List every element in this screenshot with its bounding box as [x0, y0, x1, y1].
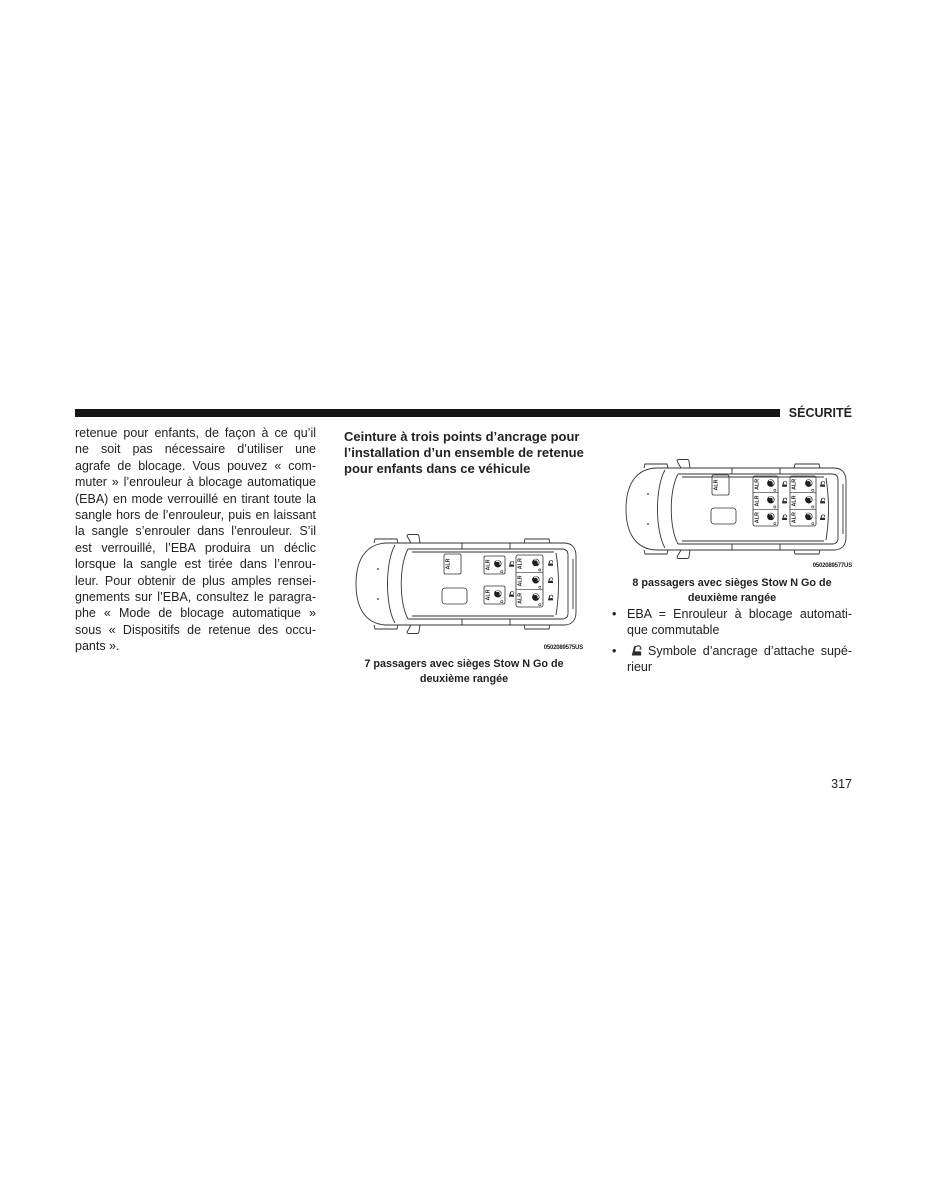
tether-hook [822, 515, 825, 517]
alr-label: ALR [754, 512, 761, 524]
windshield [401, 549, 408, 619]
tether-anchor-icon [820, 515, 825, 520]
tether-anchor-icon [820, 481, 825, 486]
text-line: (EBA) en mode verrouillé en tirant toute la [75, 491, 316, 506]
tether-seat-shape [632, 646, 641, 655]
wheel-front-bottom [374, 625, 398, 629]
bullet-line: rieur [627, 660, 653, 674]
text-line: muter » l’enrouleur à blocage automatique [75, 475, 316, 490]
tether-anchor-icon [548, 578, 553, 583]
front-passenger-seat [444, 554, 461, 574]
wheel-rear-top [524, 539, 550, 543]
tether-hook [550, 578, 553, 580]
tether-anchor-icon [509, 591, 514, 596]
alr-label: ALR [791, 478, 798, 490]
third-row-seat-3 [790, 509, 825, 524]
tether-seat-shape [820, 482, 825, 487]
alr-label: ALR [754, 478, 761, 490]
body-text-column [75, 425, 316, 654]
vehicle-diagram-8-passenger [620, 453, 850, 565]
alr-label: ALR [791, 512, 798, 524]
bullet-line: EBA = Enrouleur à blocage automati- [627, 606, 852, 621]
text-line: la sangle s’enrouler dans l’enrouleur. S’il [75, 524, 316, 539]
bullet-line [627, 643, 852, 660]
driver-seat [711, 508, 736, 524]
tether-hook [784, 515, 787, 517]
mirror-top [407, 535, 420, 544]
heading-line: Ceinture à trois points d’ancrage pour [344, 429, 580, 444]
tether-hook [822, 481, 825, 483]
windshield [671, 474, 678, 544]
lower-anchor-icon [812, 506, 814, 508]
tether-anchor-icon [820, 498, 825, 503]
hood-dot [647, 493, 649, 495]
tether-seat-shape [820, 498, 825, 503]
tether-hook [511, 561, 514, 563]
tether-hook [636, 645, 641, 649]
lower-anchor-icon [774, 506, 776, 508]
figure-caption [612, 576, 852, 606]
third-row-seat-2 [516, 572, 553, 588]
tether-seat-shape [548, 595, 553, 600]
heading-line: l’installation d’un ensemble de retenue [344, 445, 584, 460]
caption-line: deuxième rangée [419, 672, 509, 685]
text-line: sangle hors de l’enrouleur, puis en laissant [75, 507, 316, 522]
tether-hook [822, 498, 825, 500]
tether-anchor-icon [782, 515, 787, 520]
text-line: gnements sur l’EBA, consultez le paragra- [75, 589, 316, 604]
text-line: lorsque la sangle est tirée dans l’enrou- [75, 557, 316, 572]
alr-label: ALR [517, 592, 524, 604]
third-row-seat-1 [792, 479, 825, 492]
wheel-front-bottom [644, 550, 668, 554]
tether-seat-shape [548, 561, 553, 566]
tether-hook [550, 560, 553, 562]
section-title: SÉCURITÉ [788, 406, 852, 420]
tether-seat-shape [509, 562, 514, 567]
bullet-item [612, 606, 852, 639]
lower-anchor-icon [774, 489, 776, 491]
caption-line: 7 passagers avec sièges Stow N Go de [364, 657, 564, 670]
lower-anchor-icon [539, 604, 541, 606]
mirror-bottom [677, 550, 690, 559]
tether-anchor-icon [548, 560, 553, 565]
text-line: ne soit pas nécessaire d’utiliser une [75, 442, 316, 457]
door-seams [462, 543, 510, 625]
second-row-seat-3 [753, 509, 787, 524]
hood-line [658, 470, 666, 548]
tether-anchor-icon [630, 645, 644, 656]
vehicle-body [626, 468, 846, 550]
text-line: retenue pour enfants, de façon à ce qu’il [75, 426, 316, 440]
alr-label: ALR [485, 559, 492, 571]
figure-code: 0502089575US [543, 644, 583, 651]
tether-anchor-icon [782, 498, 787, 503]
wheel-rear-bottom [524, 625, 550, 629]
text-line: phe « Mode de blocage automatique » [75, 606, 316, 621]
hood-dot [377, 568, 379, 570]
second-row-seat-2 [753, 493, 787, 508]
bullet-text [627, 643, 852, 676]
alr-label: ALR [713, 479, 720, 491]
seat-layout [711, 475, 825, 526]
alr-label: ALR [485, 589, 492, 601]
text-line: pants ». [75, 639, 120, 654]
bullet-item [612, 643, 852, 676]
tether-hook [784, 481, 787, 483]
lower-anchor-icon [539, 586, 541, 588]
rear-window [556, 553, 559, 615]
bullet-line-text: Symbole d’ancrage d’attache supé- [648, 643, 852, 658]
alr-label: ALR [754, 495, 761, 507]
tether-anchor-icon [782, 481, 787, 486]
hood-dot [377, 598, 379, 600]
wheel-front-top [644, 464, 668, 468]
page-number: 317 [831, 777, 852, 791]
section-header-bar [75, 409, 780, 417]
rear-window [826, 478, 829, 540]
third-row-seat-2 [790, 493, 825, 508]
hood-line [388, 545, 396, 623]
mirror-bottom [407, 625, 420, 634]
vehicle-diagram-7-passenger [350, 528, 580, 640]
tether-seat-shape [509, 592, 514, 597]
tether-hook [511, 591, 514, 593]
alr-label: ALR [791, 495, 798, 507]
figure-code: 0502089577US [812, 562, 852, 569]
bullet-marker: • [612, 606, 617, 621]
section-heading [344, 429, 594, 477]
second-row-seat-left [484, 586, 514, 604]
lower-anchor-icon [774, 523, 776, 525]
bullet-line: que commutable [627, 623, 720, 637]
alr-label: ALR [445, 558, 452, 570]
alr-label: ALR [517, 575, 524, 587]
vehicle-outline [626, 460, 846, 559]
text-line: sous « Dispositifs de retenue des occu- [75, 622, 316, 637]
caption-line: 8 passagers avec sièges Stow N Go de [632, 576, 832, 589]
wheel-rear-bottom [794, 550, 820, 554]
alr-label: ALR [517, 558, 524, 570]
lower-anchor-icon [812, 523, 814, 525]
heading-line: pour enfants dans ce véhicule [344, 461, 531, 476]
tether-seat-shape [782, 515, 787, 520]
driver-seat [442, 588, 467, 604]
caption-line: deuxième rangée [687, 591, 777, 604]
tether-seat-shape [782, 482, 787, 487]
lower-anchor-icon [501, 571, 503, 573]
third-row-seat-3 [516, 590, 553, 606]
tether-hook [784, 498, 787, 500]
wheel-front-top [374, 539, 398, 543]
front-passenger-seat [712, 475, 729, 495]
wheel-rear-top [794, 464, 820, 468]
mirror-top [677, 460, 690, 469]
tether-hook [550, 595, 553, 597]
tether-seat-shape [548, 578, 553, 583]
tether-anchor-icon [548, 595, 553, 600]
seat-layout [442, 554, 553, 607]
lower-anchor-icon [812, 489, 814, 491]
lower-anchor-icon [539, 569, 541, 571]
second-row-seat-right [484, 556, 514, 574]
text-line: est verrouillé, l’EBA produira un déclic [75, 540, 316, 555]
bullet-text [627, 606, 852, 639]
tether-seat-shape [820, 515, 825, 520]
lower-anchor-icon [501, 601, 503, 603]
bullet-marker: • [612, 643, 617, 658]
second-row-seat-1 [755, 479, 787, 492]
tether-seat-shape [782, 498, 787, 503]
third-row-seat-1 [518, 558, 553, 571]
text-line: agrafe de blocage. Vous pouvez « com- [75, 458, 316, 473]
figure-caption [344, 657, 584, 687]
tether-anchor-icon [509, 561, 514, 566]
hood-dot [647, 523, 649, 525]
text-line: leur. Pour obtenir de plus amples rensei- [75, 573, 316, 588]
